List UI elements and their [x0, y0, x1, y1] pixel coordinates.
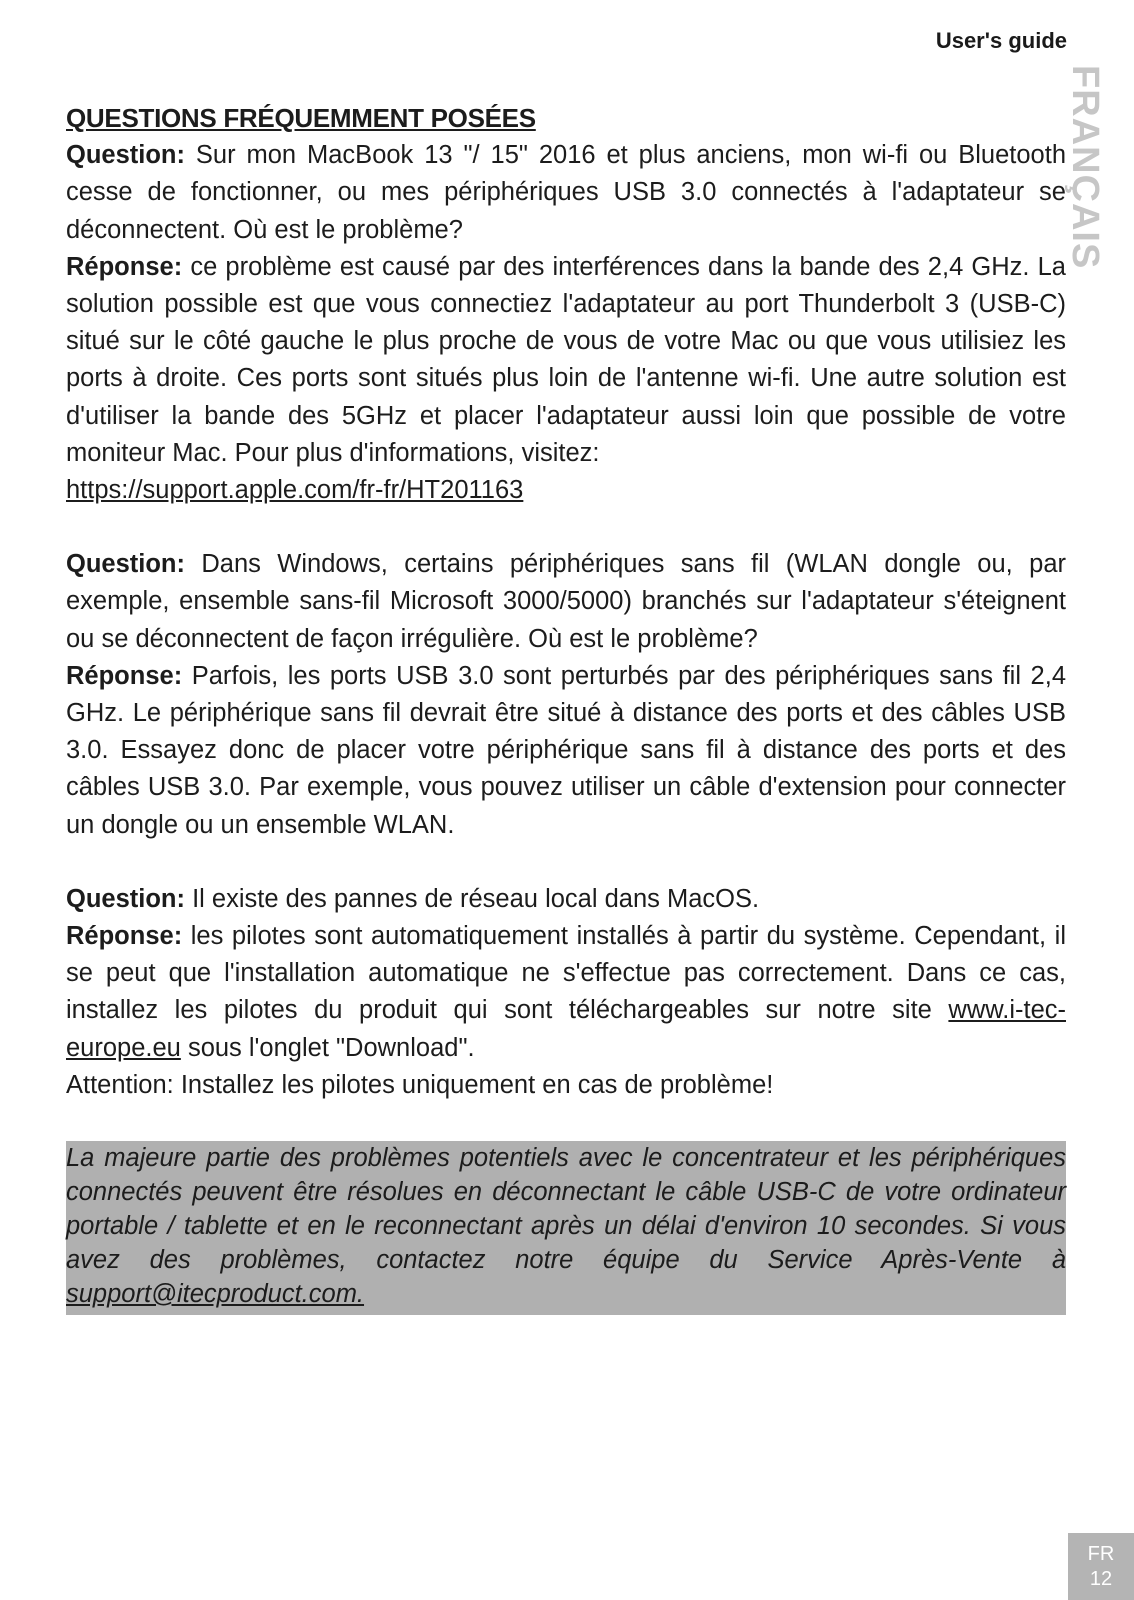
question-text: Il existe des pannes de réseau local dans MacOS. [185, 884, 760, 913]
answer-text: ce problème est causé par des interférences dans la bande des 2,4 GHz. La solution possible est que vous connectiez l'adaptateur au port Thunderbolt 3 (USB-C) situé sur le côté gauche le plus proche de vous de votre Mac ou que vous utilisiez les ports à droite. Ces ports sont situés plus loin de l'antenne wi-fi. Une autre solution est d'utiliser la bande des 5GHz et placer l'adaptateur aussi loin que possible de votre moniteur Mac. Pour plus d'informations, visitez: [66, 252, 1066, 467]
faq-question-2 [66, 546, 1066, 658]
answer-label: Réponse: [66, 922, 183, 951]
faq-question-3 [66, 881, 1066, 918]
support-email-link[interactable]: support@itecproduct.com. [66, 1280, 365, 1308]
document-header-title: User's guide [935, 28, 1067, 53]
question-text: Dans Windows, certains périphériques sans fil (WLAN dongle ou, par exemple, ensemble sans-fil Microsoft 3000/5000) branchés sur l'adaptateur s'éteignent ou se déconnectent de façon irrégulière. Où est le problème? [66, 550, 1066, 653]
question-text: Sur mon MacBook 13 "/ 15" 2016 et plus anciens, mon wi-fi ou Bluetooth cesse de fonctionner, ou mes périphériques USB 3.0 connectés à l'adaptateur se déconnectent. Où est le problème? [66, 141, 1066, 244]
spacer [66, 844, 1066, 881]
support-note-box [66, 1141, 1066, 1315]
faq-question-1 [66, 137, 1066, 249]
page-language-code: FR [1087, 1543, 1115, 1565]
answer-text-end: sous l'onglet "Download". [180, 1033, 475, 1062]
question-label: Question: [66, 550, 185, 579]
language-side-label: FRANÇAIS [1064, 65, 1106, 270]
support-note-text: La majeure partie des problèmes potentiels avec le concentrateur et les périphériques connectés peuvent être résolues en déconnectant le câble USB-C de votre ordinateur portable / tablette et en le reconnectant après un délai d'environ 10 secondes. Si vous avez des problèmes, contactez notre équipe du Service Après-Vente à [66, 1144, 1066, 1274]
faq-answer-3 [66, 918, 1066, 1067]
answer-label: Réponse: [66, 661, 183, 690]
attention-note: Attention: Installez les pilotes uniquement en cas de problème! [66, 1070, 774, 1099]
apple-support-link[interactable]: https://support.apple.com/fr-fr/HT201163 [66, 476, 524, 505]
answer-text: Parfois, les ports USB 3.0 sont perturbés par des périphériques sans fil 2,4 GHz. Le périphérique sans fil devrait être situé à distance des ports et des câbles USB 3.0. Essayez donc de placer votre périphérique sans fil à distance des ports et des câbles USB 3.0. Par exemple, vous pouvez utiliser un câble d'extension pour connecter un dongle ou un ensemble WLAN. [66, 661, 1066, 839]
answer-label: Réponse: [66, 252, 183, 281]
faq-title: QUESTIONS FRÉQUEMMENT POSÉES [66, 103, 536, 133]
page-number: 12 [1089, 1568, 1113, 1590]
faq-answer-2 [66, 658, 1066, 844]
page-number-tab [1068, 1533, 1134, 1600]
faq-answer-1-link-line [66, 472, 1066, 509]
itec-website-link[interactable]: www.i-tec-europe.eu [66, 996, 1066, 1062]
question-label: Question: [66, 141, 185, 170]
spacer [66, 509, 1066, 546]
faq-section [66, 100, 1066, 1104]
answer-text: les pilotes sont automatiquement installés à partir du système. Cependant, il se peut que l'installation automatique ne s'effectue pas correctement. Dans ce cas, installez les pilotes du produit qui sont téléchargeables sur notre site [66, 922, 1066, 1025]
faq-answer-1 [66, 249, 1066, 472]
question-label: Question: [66, 884, 185, 913]
